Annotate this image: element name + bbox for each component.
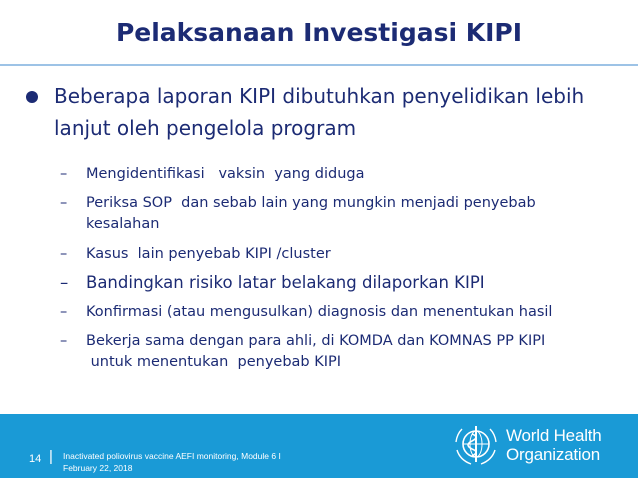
who-emblem-icon	[452, 420, 500, 468]
sub-bullet	[60, 302, 552, 323]
who-wordmark-line1: World Health	[506, 426, 602, 445]
footer-separator: |	[49, 448, 53, 465]
sub-bullet-text: Periksa SOP dan sebab lain yang mungkin menjadi penyebab kesalahan	[86, 195, 536, 232]
bullet-dot-icon	[26, 91, 38, 103]
sub-bullet-text: Bandingkan risiko latar belakang dilaporkan KIPI	[86, 273, 485, 292]
sub-bullet	[60, 331, 545, 373]
sub-bullet-text: Mengidentifikasi vaksin yang diduga	[86, 166, 365, 182]
footer-text	[63, 450, 343, 474]
dash-icon: –	[60, 333, 68, 349]
dash-icon: –	[60, 246, 68, 262]
footer-text-line2: February 22, 2018	[63, 463, 133, 473]
dash-icon: –	[60, 304, 68, 320]
dash-icon: –	[60, 166, 68, 182]
sub-bullet-text: Kasus lain penyebab KIPI /cluster	[86, 246, 331, 262]
sub-bullet	[60, 193, 536, 235]
main-bullet-text: Beberapa laporan KIPI dibutuhkan penyelidikan lebih lanjut oleh pengelola program	[54, 84, 585, 140]
dash-icon: –	[60, 273, 69, 292]
main-bullet	[26, 80, 616, 144]
page-number: 14	[29, 453, 42, 465]
footer-text-line1: Inactivated poliovirus vaccine AEFI monitoring, Module 6 I	[63, 451, 281, 461]
title-divider	[0, 64, 638, 66]
who-wordmark-line2: Organization	[506, 445, 600, 464]
sub-bullet	[60, 271, 485, 294]
sub-bullet	[60, 164, 365, 185]
slide-title: Pelaksanaan Investigasi KIPI	[115, 18, 523, 47]
sub-bullet-text: Bekerja sama dengan para ahli, di KOMDA dan KOMNAS PP KIPI untuk menentukan penyebab KIPI	[86, 333, 546, 370]
dash-icon: –	[60, 195, 68, 211]
who-logo	[452, 418, 632, 474]
who-wordmark	[506, 426, 602, 464]
sub-bullet-text: Konfirmasi (atau mengusulkan) diagnosis dan menentukan hasil	[86, 304, 553, 320]
sub-bullet	[60, 244, 331, 265]
